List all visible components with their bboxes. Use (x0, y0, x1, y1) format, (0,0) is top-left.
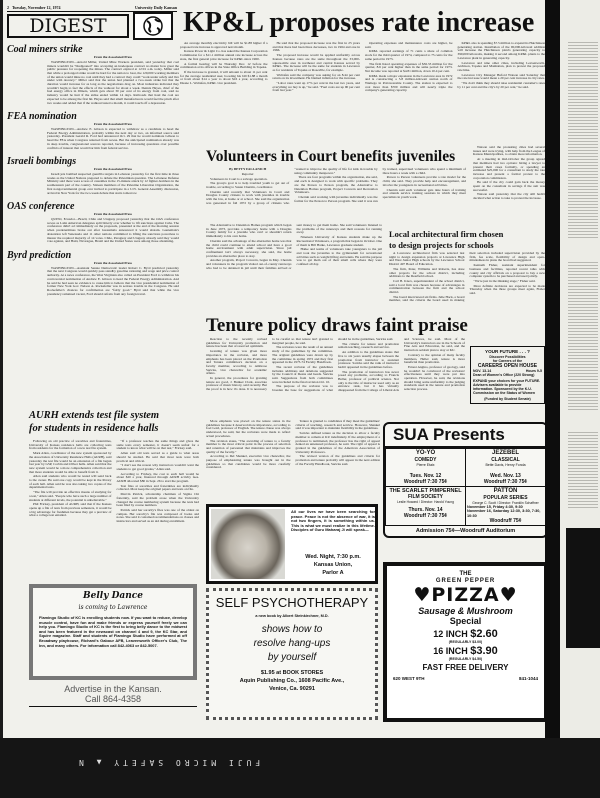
issue-date: Tuesday, November 12, 1974 (11, 5, 61, 10)
newspaper-page (3, 0, 545, 738)
aurh-headline: AURH extends test file system for students in residence halls (29, 410, 160, 434)
self-psychotherapy-ad (206, 588, 378, 720)
volunteers-article-continued: The Alternative to Detention Homes program which began in June 1973, provides a temporary home with a Douglas County family for a juvenile who can't or shouldn't return immediately to his own home. Chernin said the advantage of the alternative home was that the child could continue to attend school and have a good home environment with adult supervision. Since jail confinement isn't always necessary, she said, the home provides an alternative place to stay. Another program, Project Concern, begun in May. Chernin and volunteers in the program visited out-of-county runaways who had to be detained in jail until their families arrived or sent money to get them home. She said volunteers listened to the problems of the runaways and their reasons for running away. Nineteen University of Kansas students make up the Recreational Volunteers, a program that began in October. One of them is Bill Hatke, Lawrence graduate student. Hatke and teams of volunteers take youngsters to the jail and took the juveniles to the gymnasium for recreational activities such as weight lifting and tennis. He said the purpose was to get them out of their small cells where they were confined all day. (206, 223, 382, 270)
page-number: 2 (7, 5, 9, 10)
architect-headline: Local architectural firm chosen to design projects for schools (389, 229, 504, 250)
pizza-address: 620 WEST 9TH (393, 676, 425, 681)
digest-headline: Coal miners strike (7, 44, 83, 55)
film-listing: JEZEBEL CLASSICAL Bette Davis, Henry Fonda Wed. Nov. 13 Woodruff 7:30 75¢ (466, 449, 546, 487)
digest-title: DIGEST (7, 14, 129, 38)
digest-headline: FEA nomination (7, 111, 77, 123)
peace-text: All our lives we have been searching for peace. Peace is not the absence of war, it is not two fingers, it is something within us. This is what we must realize in this lifetime. Disciples of Guru Maharaj Ji will speak— (291, 509, 375, 533)
sua-admission: Admission 75¢—Woodruff Auditorium (415, 528, 516, 535)
digest-column (7, 44, 179, 297)
book-purchase-info: $1.95 at BOOK STORES Aquin Publishing Co., 1608 Pacific Ave., Venice, Ca. 90291 (239, 670, 345, 692)
page-gutter (545, 0, 560, 738)
page-header (7, 5, 177, 10)
tenure-article: Reaction to the recently revised guidelines for University promotion and tenure has been that of reserved optimism. Granting of tenure was given more importance in the revision, and more emphasis has been placed on the Promotion and Tenure committee's decision on a faculty member, according to Ambrose Saricks, vice chancellor for academic affairs. In general, the procedures for granting tenure are good, J. Bunker Clark, associate professor of music history, said recently. But the proof is in how it's done. It is necessary to be careful so that tenure isn't granted to marginal people, he said. The revisions were the result of an annual study of the guidelines by the committee. The original guidelines were drawn up by the committee in spring 1972 and they first appeared in the 1973-74 Faculty Handbook. The recent revision of the guidelines includes additions and deletions suggested by the Council of Deans and heads. Saricks said. Suggestions from both committees were included in the final revision Oct. 10. The purpose of the revision was to broaden the base for suggestions of what should be in the guidelines, Saricks said. The criteria for tenure and promotion remain teaching, research and service. An addition to the guidelines states that five to six years usually elapse between the promotion from instructor to assistant professor. Saricks said the rank of instructor hadn't appeared in the guidelines before. The promotion of instructors has never posed any problems, according to Francis Heller, professor of political science. Not only is the title of instructor used only as an entrance rank, but it has virtually disappeared from the College of Liberal Arts and Sciences, he said. Most of the University's instructors are in the Schools of Fine Arts and Education, he said, and the instructors seldom plan to stay at KU. Contrary to the opinion of many faculty members, Heller said, tenure is more beneficial than promotion. Ernest Angino, professor of geology, said he wouldn't be convinced of the revisions' effectiveness until they were put into operation. However, he said, the revisions should bring some uniformity to the judging standards used in the tenure and promotion selection process. (206, 337, 465, 393)
adjacent-page-edge (560, 0, 600, 738)
digest-article: From the Associated Press WASHINGTON—Andrew E. Gibson is expected to withdraw as a candidate to head the Federal Energy Administration, probably within the next day or two, an informed source said yesterday. President Gerald R. Ford had announced Oct. 29 that he would nominate Gibson to head the FEA when Congress returned from recess. But the anticipated nomination already was in deep trouble, congressional sources reported, because of increasing questions over possible conflicts of interest that would bar him from federal service. (47, 122, 179, 150)
film-listing: THE SCARLET PIMPERNEL FILM SOCIETY Leslie Howard / Director: Harold Young Thurs. Nov. 14 Woodruff 7:30 75¢ (386, 486, 466, 526)
digest-article: From the Associated Press QUITO, Ecuador—Brazil, Chile and Uruguay proposed yesterday that the OAS conference recess as Latin American delegates split bitterly over whether to lift sanctions against Cuba. The conference didn't act immediately on the proposals, presented at the end of the morning session when predetermines broke out after Guatemala announced it would abstain. Guatemala's abstention left Venezuela and 11 other nations committed to lifting the sanctions powerless to muster the required majority of 14 votes. Chile, Paraguay and Uruguay already said they would vote against, and Haiti, Nicaragua, Brazil and the United States were among those abstaining. (47, 212, 179, 244)
globe-icon (133, 12, 173, 40)
volunteers-headline: Volunteers in Court benefits juveniles (206, 148, 456, 165)
guru-lecture-ad (206, 504, 378, 584)
pizza-logo: ♥PIZZA♥ (413, 584, 518, 606)
kpl-headline: KP&L proposes rate increase (183, 7, 535, 38)
belly-dance-body: Flamingo Studio of KC is enrolling students now. If you want to reduce, develop muscle control, have fun and make friends or express yourself freely we can help you. Flamingo Studio of KC is the first to bring belly dance to the midwest and has been featured in the newscast on channel 4 and 9, the KC Star, and Squire magazine. Staff and students of Flamingo Studio have performed at off Broadway playhouse, Richard's Gabour AFB, Leavenworth Officer's Club, The Inn, and many others. For information call 842-4063 or 842-5007. (39, 615, 187, 648)
kpl-article: An average monthly electricity bill will be $1.88 higher if a proposed rate increase is approved next month. Kansas Power & Light Co. has asked the Kansas Corporation Commission for a $11.1 million annual rate increase across the state, the first general price increase for KP&L since 1960. A formal hearing will be Thursday Dec. 12 before the commission at its offices in the State Office Building in Topeka. If the increase is granted, it will amount to about 11 per cent for the average residential user, boosting his bill $1.88 a month or from about $14 a year to about $16 a year, according to Duane L. Walrafen, KP&L vice president. He said that the proposed increase was the first in 25 years and that there had been three decreases, two in 1964 and one in 1966. The proposed increase would be applied uniformly across Kansas because rates are the same throughout the 33,000-square-mile area in northeast and central Kansas served by KP&L. The increase will be the same for students in Lawrence as for residents of Topeka or Roseville, for example. Walrafen said the company was asking for an 8.44 per cent return on its investment. He blamed inflation for the increase. "Labor rates went up 17% per cent in the last two years, and everything we buy is up," he said. "Fuel costs are up 90 per cent from last year." Operating expenses and maintenance costs are higher, he said. KP&L reported earnings of 71 cents a share of common stock for the third quarter of 1974, compared to 75 cents for the same period in 1973. The firm listed operating expenses of $36.33 million for the quarter, 8.6 per cent higher than in the same period for 1973. Net income was reported at $4.81 million, down 10.4 per cent. KP&L made a major expansion in the Lawrence area in 1972 and is constructing a 5.8 million-kilowatt station north of Wamego in Pottawatomie County. The station is expected to cost more than $700 million and will nearly triple the company's generating capacity. KP&L also is spending $7.5 million to expand its Hutchinson generating station. Installation of the 90,000-kilowatt addition will increase the Hutchinson plant's generating capacity to 390,000 kilowatts, making it second among KP&L plants to the Lawrence plant in generating capacity. Lawrence and nine other cities, including Leavenworth, Atchison, Topeka and Manhattan, plan to protest the proposed rate hike. Lawrence City Manager Buford Watson said Saturday that the rate increase would mean a 20 per cent increase in city rates. "We don't think they should raise residential customer's rates by 11 per cent and the city's by 20 per cent," he said. (180, 41, 546, 93)
microfilm-edge (0, 738, 600, 798)
green-pepper-pizza-ad: THE GREEN PEPPER ♥PIZZA♥ Sausage & Mushroom Special 12 INCH $2.60 (REGULARLY $3.00) 16 INCH $3.90 (REGULARLY $4.50) FAST FREE DELIVERY 620 WEST 9TH 841-1044 (383, 562, 548, 722)
speaker-photo (211, 509, 285, 579)
lecture-info: Wed. Night, 7:30 p.m. Kansas Union, Parlor A (305, 554, 361, 576)
advertise-notice: Advertise in the Kansan. Call 864-4358 (29, 684, 197, 707)
sua-presents-ad (383, 422, 548, 538)
book-author: a new book by Albert Steinkirchner, M.D. (255, 614, 329, 618)
belly-dance-ad (29, 584, 197, 680)
digest-article: From the Associated Press Israeli jets bombed suspected guerrilla targets in Lebanon yesterday for the first time in three weeks as the United Nations prepared to debate the Palestinian question. The Lebanese Defense Ministry said there were scores of casualties in the 15-minute attack by 12 fighter-bombers in the southeastern part of the country. Sixteen members of the Palestine Liberation Organization, the first nongovernmental group ever invited to participate in a U.N. General Assembly discussion, arrived in New York for the two-week debate that starts tomorrow. (47, 167, 179, 195)
digest-headline: Israeli bombings (7, 156, 77, 168)
paper-name: University Daily Kansan (134, 5, 177, 10)
volunteers-article: By BETTY FALLANICH Reporter Volunteers in Court is a salvage operation. The group's goal is to help troubled youth to get out of trouble, according to Susan Chernin, coordinator. Chernin said recently that Volunteers in Court and Douglas County citizens to work with juveniles in trouble with the law, at home or at school. She said the organization was generated in fall 1972 by a group of citizens who "wanted to improve the quality of life for kids in trouble by using community manpower." There are four programs within the organization, she said, and each is designed to work with specific problems. They are the Person to Person program, the Alternative to Detention Homes program, Project Concern and Recreation Volunteers. Chernin said working with juveniles individually was the format for the Person to Person program. She said it was run by trained, supervised volunteers who spend a minimum of three hours a week with a child. Person to Person volunteers provide a role model for the child, she said. They provide help and encouragement, and involve the youngsters in recreational activities. Chernin said each volunteer gets nine hours of training and attends service training sessions in which they meet specialists in youth work. (206, 167, 466, 205)
tenure-headline: Tenure policy draws faint praise (206, 315, 468, 336)
film-listing: YO-YO COMEDY Pierre Etaix Tues. Nov. 12 Woodruff 7:30 75¢ (386, 449, 466, 487)
pizza-phone: 841-1044 (518, 676, 538, 681)
sua-title: SUA Presents (385, 424, 546, 448)
belly-dance-title: Belly Dance (83, 591, 143, 601)
aurh-article: Following an old practice of sororities and fraternities, University of Kansas residence halls are collecting tests from residents for the formation of a new test file system. Mark Allen, coordinator of the new system sponsored by the Association of University Residence Halls (AURH), said yesterday the test file would be an extension of a file begun last year by GSP, Corbin and Oliver halls. Allen said that the new system would be a more comprehensive collection and that more students would be able to benefit from it. Allen said students who would be tested will send back to the owner. He said one copy would be kept in the library of each hall. Allen said he was also taking two copies of the departmental tests. "The file will provide an effective means of studying for a test," Allen said. "People who have such a large number of students at different levels, the potential is unbelievable." Phil Frickey, president of AURH, said that if the Kansas opens up a file of tests from previous semesters, it would be a big advantage for freshmen because they get a preview of what a college test entailed. "If a professor teaches the same things and gives the same tests every semester, it doesn't seem unfair for a student to know what will be on that test," Frickey said. Allen said old tests served as a guide to what areas should be studied. He said that most tests were both practical and critical. "I don't see the reason why instructors wouldn't want the students to get good grades," Allen said. According to Frickey, the cost to each hall would be about $20 a year, financed through AURH activity fees. AURH allocated $80 in Sept. 26 to start the program. Test files at sororities and fraternities are individually collected. Most keep the original papers and tests on file. Marvin Patrick, scholarship chairman of Sigma Chi fraternity, said the problem arose when the University changed the course numbering system because the tests had been filed by course numbers. Patrick said her sorority's files was one of the oldest on campus. Her sorority's file was composed of books and notes. She said it contained recommendations on classes and instructors and served as an aid during enrollment. (29, 439, 199, 524)
belly-dance-subtitle: is coming to Lawrence (78, 604, 148, 611)
architect-article: A Lawrence architectural firm was selected last night to design expansion projects at Lawrence High and West Junior High schools by the Lawrence School District 497 Board of Education. The firm, Peter, Williams and Roberts, has done other projects for the school district, including additions to the Deerfield school. Carl B. Knox, superintendent of the school district, said a local firm was chosen because of advantages in communication between the firm and the school district. The board interviewed six firms. Julie Hack, a board member, said the criteria the board used in making their selection included supervision provided by the firm, fee scale, flexibility of design and open-mindedness in plans the board had suggested. Kenneth Fisher, assistant superintendent for business and facilities, reported recent talks with county and city officials on a proposal to buy a new computer system to be purchased and used jointly. "We're just in the thinking stage," Fisher said. More definite decisions are expected to be made Thursday when the three groups meet again, Fisher said. (389, 251, 545, 303)
kpl-article-continued: Watson said the protesting cities had several issues and were trying, with help from the League of Kansas Municipalities, to obtain more information. At a meeting in mid-October the group agreed that members had two options: hiring a lawyer to present their cases formally, or spending an estimated $25,000 for a consultant to study the rate increase and present a formal protest to the corporation commission. He said if the city could gain back the money spent on the consultant in savings if the suit was successful. Watson said yesterday that the city still hadn't decided what action to take to protest the increase. (473, 145, 545, 201)
digest-headline: Byrd prediction (7, 249, 72, 261)
careers-open-house-ad: YOUR FUTURE . . . ? Discover Possibilities for Careers of the CAREERS OPEN HOUSE NOV. 13-14 Hours 9-5 Dean of Women's Office (220 Strong) EXPAND your choices for your FUTURE. Advisers available to provide information. Sponsored by the K.U. Commission on the Status of Women (Funded by Student Senate) (470, 346, 545, 404)
digest-article: From the Associated Press WASHINGTON—Arnold Miller, United Mine Workers president, said yesterday that coal miners wouldn't be "bludgeoned" into accepting an inadequate contract no matter how great the public pressure for reopening the mines. The contract expired at 12:01 a.m. today. Miller said that while a prolonged strike would be hard for the nation to bear, the 120,000 working members of the union would mine no coal until they had a contract they could "work under safely and live under with decency." Miller said that the union had planned a two-week strike but that the duration would increase for as long as the negotiations drag on. Most industries indicated they wouldn't begin to feel the effects of the walkout for about a week. Dennis Hayes, chief of the fuel energy office in Illinois, which gets about 30 per cent of its energy from coal, said no industry would be hurt if the strike ended within 14 days. Railroads that haul the coal are expected to be among the first hit. Hayes said that small manufacturers would feel the pinch after two weeks and added that if the walkout lasted a month, it could touch off a depression. (47, 55, 179, 105)
book-title: SELF PSYCHOTHERAPY (215, 595, 369, 610)
book-tagline: shows how to resolve hang-ups by yourself (253, 624, 331, 663)
digest-headline: OAS conference (7, 201, 75, 213)
digest-article: From the Associated Press WASHINGTON—Assistant Senate Democratic leader Robert C. Byrd predicted yesterday that the next Congress would quickly pass standby gasoline rationing and wage and price control authority. At a news conference, the West Virginian also called on President Ford to withdraw his controversial nomination of Andrew E. Gibson to head the Federal Energy Administration. And he said he had seen no evidence to cause him to believe that the vice presidential nomination of former New York Gov. Nelson A. Rockefeller was in serious trouble in the Congress. He said Rockefeller's chances for confirmation are "fairly good." Byrd said that while the vice presidency remained vacant, Ford should refrain from any foreign travel. (47, 260, 179, 296)
tenure-article-continued: More emphasis was placed on the tenure status in the guidelines because it deserved more importance, according to Joel Gold, professor of English. The tenure clause was always understood, he said, but the revisions were made to reflect actual procedures. The revision states, "The awarding of tenure to a faculty member is the most critical point in the process of selection and retention of personnel that maintains and improves the quality of the faculty." According to Del Shankel, executive vice chancellor, the purpose of emphasizing tenure was brought out in the guidelines so that candidates would be more carefully considered. Tenure is granted to candidates if they meet the guidelines' criteria of teaching, research and service. However, Shankel said it was important to maintain flexibility in the guidelines. Saricks defined tenure as the decision to allow a faculty member to remain at KU indefinitely. If the employment of a professor is terminated, the professor has the right of appeal denied an untenured professor, he said. The right of appeal is granted in the guidelines of the American Association of University Professors. The revised version of the guidelines and criteria for promotion and tenure probably will appear in the next edition of the Faculty Handbook, Saricks said. (206, 419, 380, 470)
restaurant-name: GREEN PEPPER (435, 578, 496, 584)
sua-schedule (385, 448, 546, 526)
film-listing: PATTON POPULAR SERIES George C. Scott / Director: Franklin Schaffner November 15, Friday 4:30, 9:30 November 16, Saturday 12:30, 3:30, 7:30, 10:30 Woodruff 75¢ (466, 486, 546, 526)
film-strip-text: FUJI MICRO SAFETY ▲ N (75, 758, 261, 767)
